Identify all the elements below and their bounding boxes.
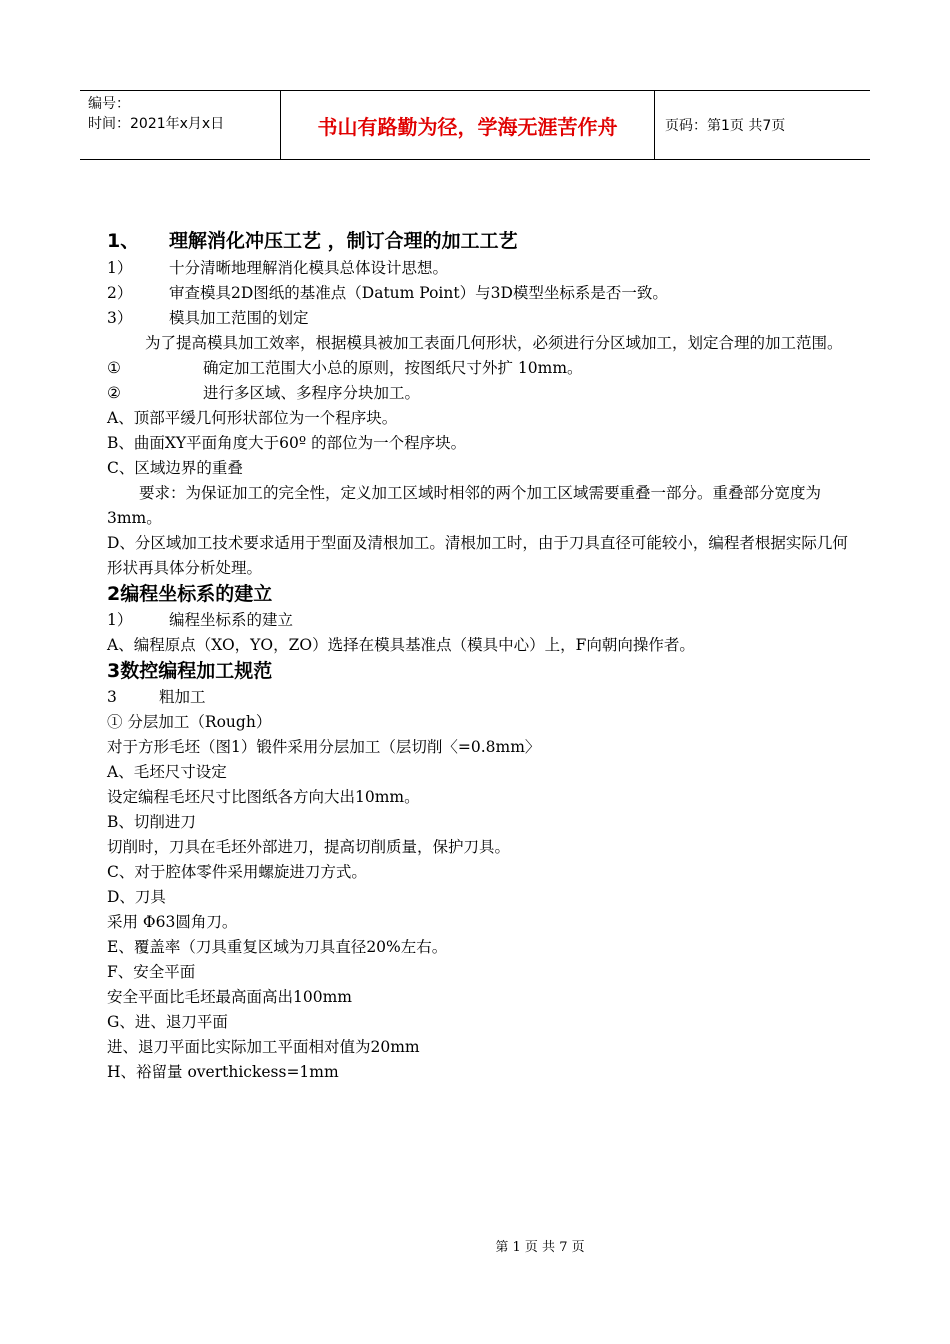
list-item <box>107 356 857 381</box>
paragraph: 设定编程毛坯尺寸比图纸各方向大出10mm。 <box>107 788 420 806</box>
list-item <box>107 381 857 406</box>
paragraph: 进、退刀平面比实际加工平面相对值为20mm <box>107 1038 420 1056</box>
item-number: 1） <box>107 611 133 629</box>
header-meta-cell <box>80 91 281 159</box>
item-number: 1） <box>107 259 133 277</box>
document-body <box>107 226 857 1085</box>
section-2-heading: 2编程坐标系的建立 <box>107 583 273 605</box>
item-text: 粗加工 <box>159 688 206 706</box>
number-label: 编号： <box>88 96 130 112</box>
paragraph: 为了提高模具加工效率，根据模具被加工表面几何形状，必须进行分区域加工，划定合理的加工范围。 <box>145 334 843 352</box>
paragraph: C、区域边界的重叠 <box>107 459 243 477</box>
list-item <box>107 608 857 633</box>
section-3-heading: 3数控编程加工规范 <box>107 660 273 682</box>
list-item <box>107 685 857 710</box>
paragraph: 安全平面比毛坯最高面高出100mm <box>107 988 352 1006</box>
paragraph: A、编程原点（XO，YO，ZO）选择在模具基准点（模具中心）上，F向朝向操作者。 <box>107 636 695 654</box>
paragraph: A、毛坯尺寸设定 <box>107 763 227 781</box>
time-label: 时间：2021年x月x日 <box>88 116 225 132</box>
page-header <box>80 90 870 160</box>
paragraph: 切削时，刀具在毛坯外部进刀，提高切削质量，保护刀具。 <box>107 838 511 856</box>
paragraph: 采用 Φ63圆角刀。 <box>107 913 238 931</box>
paragraph: A、顶部平缓几何形状部位为一个程序块。 <box>107 409 398 427</box>
item-number: 3） <box>107 309 133 327</box>
paragraph: H、裕留量 overthickess=1mm <box>107 1063 339 1081</box>
paragraph: 对于方形毛坯（图1）锻件采用分层加工（层切削〈=0.8mm〉 <box>107 738 541 756</box>
item-text: 进行多区域、多程序分块加工。 <box>203 384 421 402</box>
item-text: 模具加工范围的划定 <box>169 309 309 327</box>
paragraph: E、覆盖率（刀具重复区域为刀具直径20%左右。 <box>107 938 448 956</box>
section-1-heading <box>107 226 857 256</box>
page-footer: 第 1 页 共 7 页 <box>495 1240 585 1255</box>
item-text: 编程坐标系的建立 <box>169 611 294 629</box>
item-number: ① <box>107 359 121 377</box>
motto: 书山有路勤为径，学海无涯苦作舟 <box>281 91 655 159</box>
item-number: ② <box>107 384 121 402</box>
item-text: 确定加工范围大小总的原则，按图纸尺寸外扩 10mm。 <box>203 359 583 377</box>
section-number: 1、 <box>107 230 140 252</box>
paragraph: 要求：为保证加工的完全性，定义加工区域时相邻的两个加工区域需要重叠一部分。重叠部分宽度为3mm。 <box>107 484 822 527</box>
item-number: 3 <box>107 688 117 706</box>
item-number: 2） <box>107 284 133 302</box>
section-title: 理解消化冲压工艺 ，制订合理的加工工艺 <box>169 230 518 252</box>
item-text: 审查模具2D图纸的基准点（Datum Point）与3D模型坐标系是否一致。 <box>169 284 668 302</box>
item-text: 十分清晰地理解消化模具总体设计思想。 <box>169 259 449 277</box>
paragraph: D、分区域加工技术要求适用于型面及清根加工。清根加工时，由于刀具直径可能较小，编程者根据实际几何形状再具体分析处理。 <box>107 534 848 577</box>
paragraph: D、刀具 <box>107 888 166 906</box>
paragraph: B、切削进刀 <box>107 813 196 831</box>
paragraph: G、进、退刀平面 <box>107 1013 228 1031</box>
list-item <box>107 256 857 281</box>
list-item <box>107 306 857 331</box>
list-item <box>107 281 857 306</box>
paragraph: C、对于腔体零件采用螺旋进刀方式。 <box>107 863 367 881</box>
paragraph: B、曲面XY平面角度大于60º 的部位为一个程序块。 <box>107 434 467 452</box>
page-info: 页码：第1页 共7页 <box>665 118 786 134</box>
paragraph: F、安全平面 <box>107 963 196 981</box>
paragraph: ① 分层加工（Rough） <box>107 713 272 731</box>
